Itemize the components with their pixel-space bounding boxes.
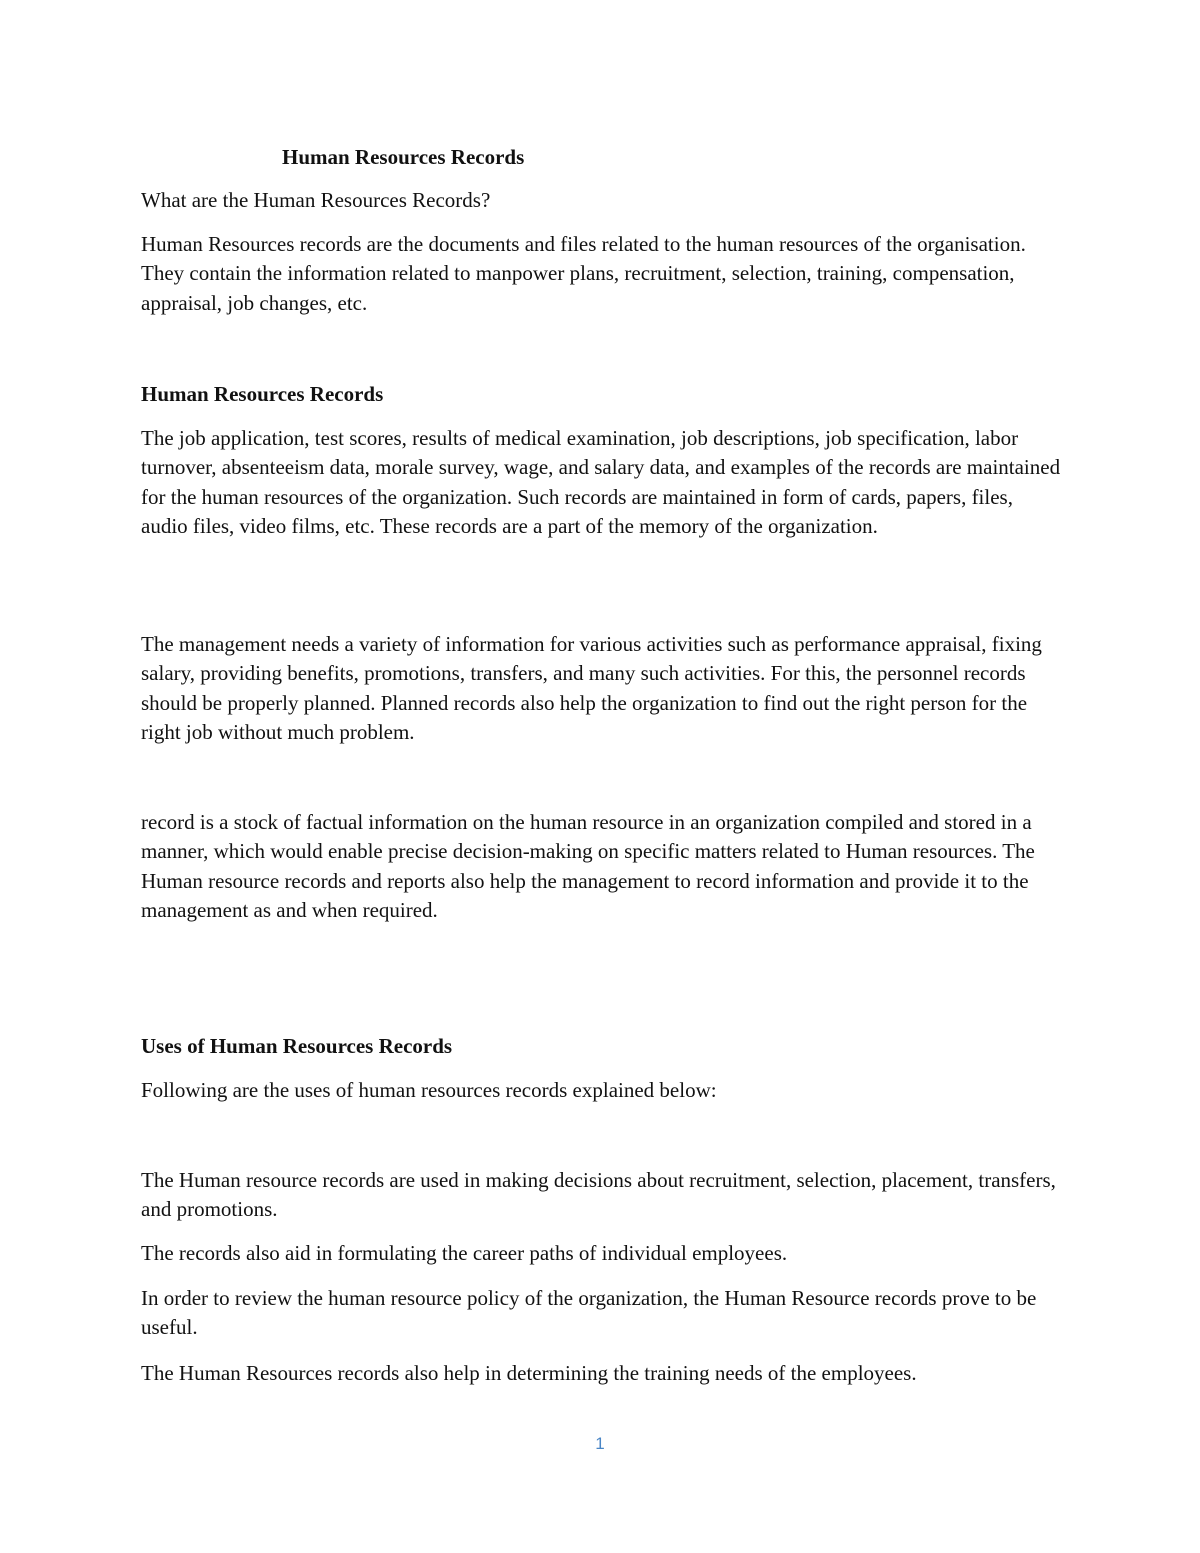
- intro-paragraph: Human Resources records are the documents and files related to the human resources of the organisation. They contain the information related to manpower plans, recruitment, selection, training, compensation, appraisal, job changes, etc.: [141, 232, 1026, 315]
- list-item: In order to review the human resource policy of the organization, the Human Resource records prove to be useful.: [141, 1286, 1037, 1340]
- intro-question: What are the Human Resources Records?: [141, 188, 491, 212]
- section1-paragraph-3: record is a stock of factual information on the human resource in an organization compiled and stored in a manner, which would enable precise decision-making on specific matters related to Human resources. The Human resource records and reports also help the management to record information and provide it to the management as and when required.: [141, 810, 1035, 922]
- section1-heading: Human Resources Records: [141, 382, 384, 406]
- list-item: The Human Resources records also help in determining the training needs of the employees.: [141, 1361, 917, 1385]
- document-title: Human Resources Records: [282, 145, 525, 169]
- section1-paragraph-1: The job application, test scores, results of medical examination, job descriptions, job specification, labor turnover, absenteeism data, morale survey, wage, and salary data, and examples of the records are maintained for the human resources of the organization. Such records are maintained in form of cards, papers, files, audio files, video films, etc. These records are a part of the memory of the organization.: [141, 426, 1061, 538]
- page-number: 1: [595, 1434, 605, 1453]
- section1-paragraph-2: The management needs a variety of information for various activities such as performance appraisal, fixing salary, providing benefits, promotions, transfers, and many such activities. For this, the personnel records should be properly planned. Planned records also help the organization to find out the right person for the right job without much problem.: [141, 632, 1042, 744]
- list-item: The records also aid in formulating the career paths of individual employees.: [141, 1241, 788, 1265]
- section2-lead: Following are the uses of human resources records explained below:: [141, 1078, 717, 1102]
- section2-heading: Uses of Human Resources Records: [141, 1034, 453, 1058]
- list-item: The Human resource records are used in making decisions about recruitment, selection, placement, transfers, and promotions.: [141, 1168, 1056, 1222]
